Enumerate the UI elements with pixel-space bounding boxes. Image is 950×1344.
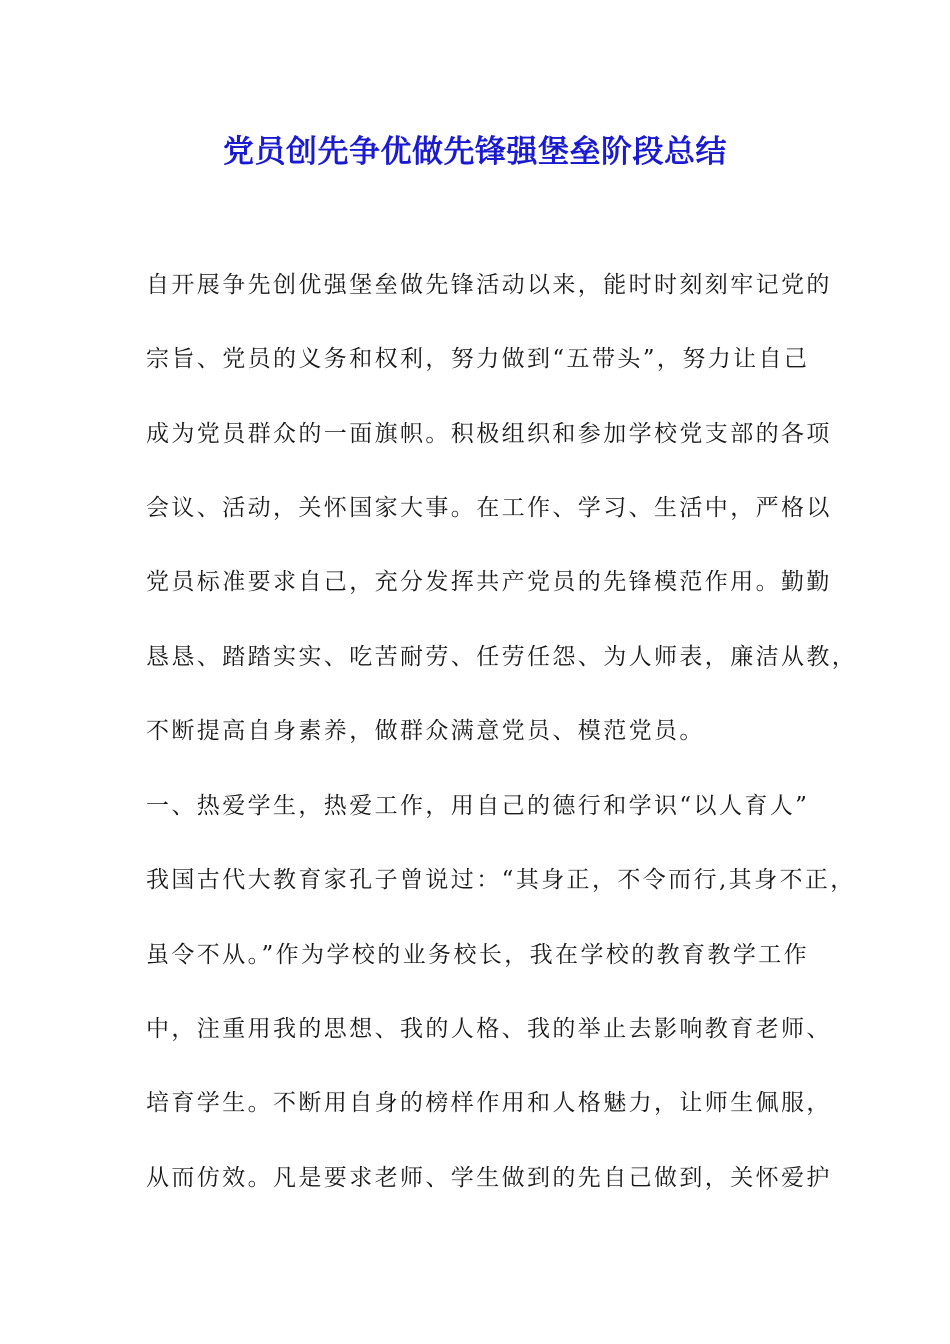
body-text-line: 我国古代大教育家孔子曾说过：“其身正，不令而行,其身不正，	[146, 867, 856, 893]
body-text-line: 党员标准要求自己，充分发挥共产党员的先锋模范作用。勤勤	[146, 569, 832, 595]
body-text-line: 虽令不从。”作为学校的业务校长，我在学校的教育教学工作	[146, 942, 810, 968]
body-text-line: 培育学生。不断用自身的榜样作用和人格魅力，让师生佩服，	[146, 1090, 832, 1116]
section-heading: 一、热爱学生，热爱工作，用自己的德行和学识“以人育人”	[146, 793, 810, 819]
body-text-line: 中，注重用我的思想、我的人格、我的举止去影响教育老师、	[146, 1016, 832, 1042]
body-text-line: 从而仿效。凡是要求老师、学生做到的先自己做到，关怀爱护	[146, 1165, 832, 1191]
body-text-line: 恳恳、踏踏实实、吃苦耐劳、任劳任怨、为人师表，廉洁从教，	[146, 644, 858, 670]
body-text-line: 成为党员群众的一面旗帜。积极组织和参加学校党支部的各项	[146, 421, 832, 447]
body-text-line: 宗旨、党员的义务和权利，努力做到“五带头”，努力让自己	[146, 346, 810, 372]
body-text-line: 不断提高自身素养，做群众满意党员、模范党员。	[146, 718, 705, 744]
body-text-line: 自开展争先创优强堡垒做先锋活动以来，能时时刻刻牢记党的	[146, 272, 832, 298]
document-title: 党员创先争优做先锋强堡垒阶段总结	[223, 134, 727, 170]
body-text-line: 会议、活动，关怀国家大事。在工作、学习、生活中，严格以	[146, 495, 832, 521]
